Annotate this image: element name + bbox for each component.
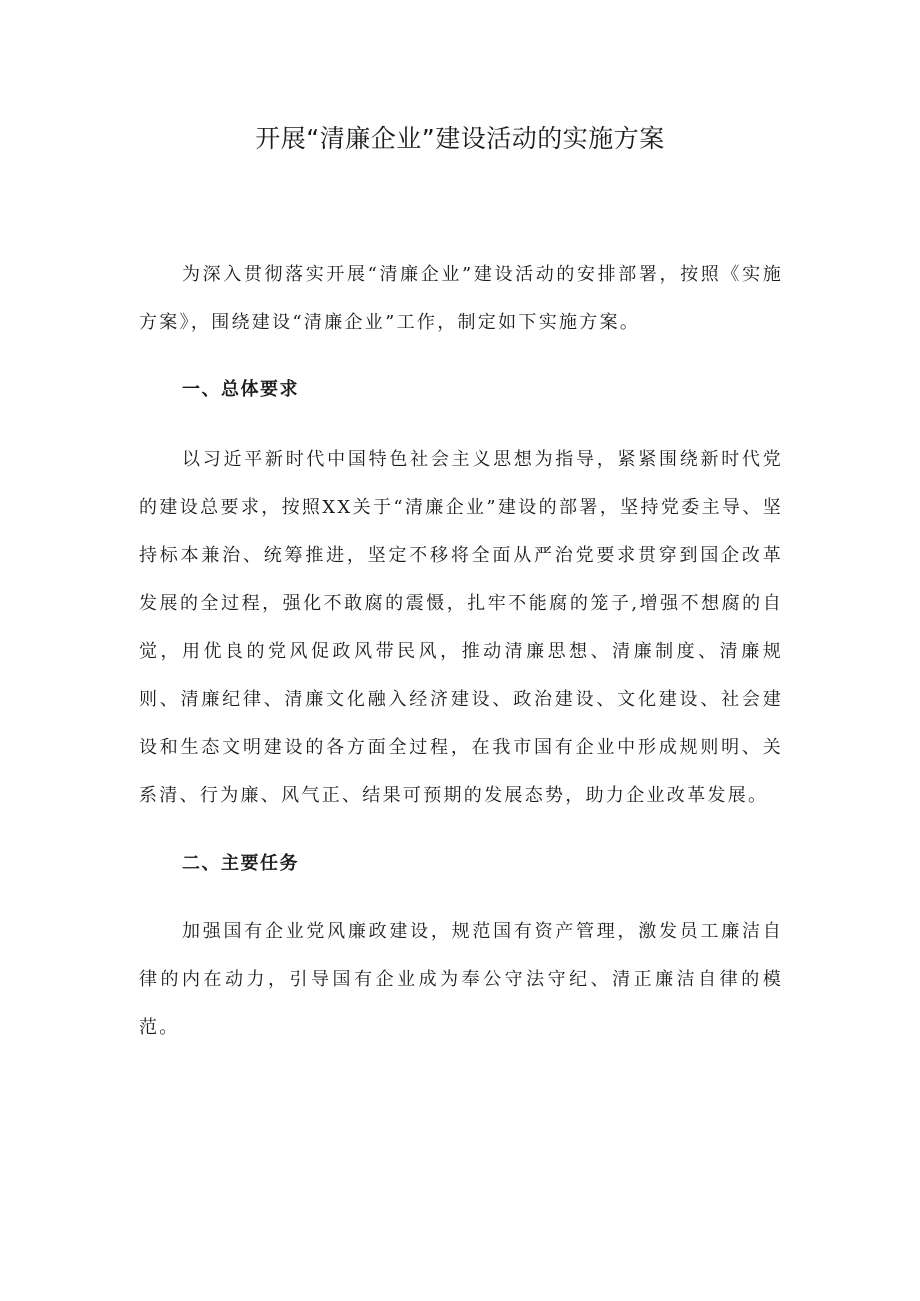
section-heading-main-tasks: 二、主要任务 [182,853,299,874]
section-body-main-tasks: 加强国有企业党风廉政建设，规范国有资产管理，激发员工廉洁自律的内在动力，引导国有企业成为奉公守法守纪、清正廉洁自律的模范。 [139,921,783,1038]
section-body-general-requirements: 以习近平新时代中国特色社会主义思想为指导，紧紧围绕新时代党的建设总要求，按照XX关于“清廉企业”建设的部署，坚持党委主导、坚持标本兼治、统筹推进，坚定不移将全面从严治党要求贯穿到国企改革发展的全过程，强化不敢腐的震慑，扎牢不能腐的笼子,增强不想腐的自觉，用优良的党风促政风带民风，推动清廉思想、清廉制度、清廉规则、清廉纪律、清廉文化融入经济建设、政治建设、文化建设、社会建设和生态文明建设的各方面全过程，在我市国有企业中形成规则明、关系清、行为廉、风气正、结果可预期的发展态势，助力企业改革发展。 [139,449,783,806]
document-title: 开展“清廉企业”建设活动的实施方案 [255,124,665,153]
section-heading-general-requirements: 一、总体要求 [182,379,299,400]
intro-paragraph: 为深入贯彻落实开展“清廉企业”建设活动的安排部署，按照《实施方案》，围绕建设“清廉企业”工作，制定如下实施方案。 [139,264,783,333]
